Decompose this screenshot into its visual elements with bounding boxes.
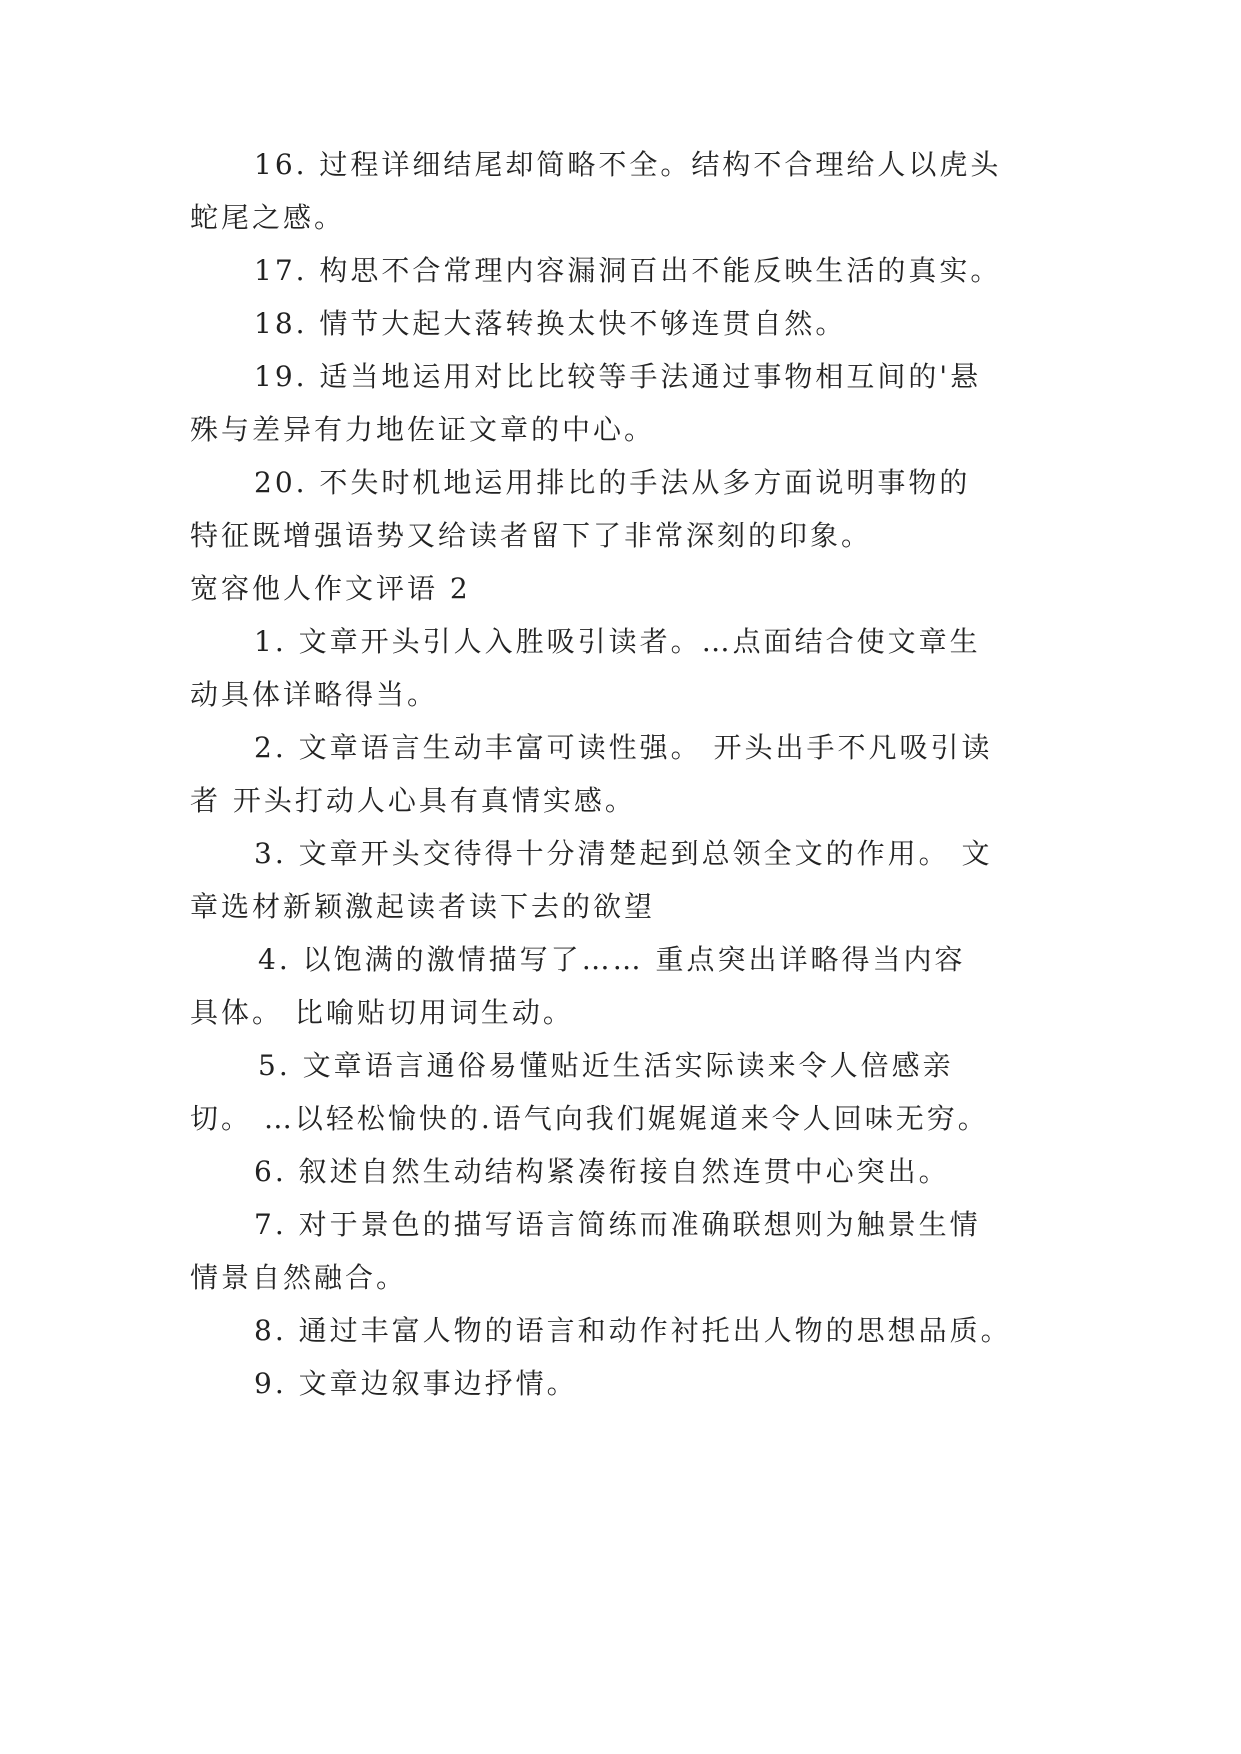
text-line: 者 开头打动人心具有真情实感。 — [190, 784, 636, 817]
text-line: 20. 不失时机地运用排比的手法从多方面说明事物的 — [254, 466, 971, 499]
text-line: 具体。 比喻贴切用词生动。 — [190, 996, 574, 1029]
text-line: 6. 叙述自然生动结构紧凑衔接自然连贯中心突出。 — [254, 1155, 950, 1188]
text-line: 蛇尾之感。 — [190, 201, 346, 234]
text-line: 章选材新颖激起读者读下去的欲望 — [190, 890, 656, 923]
text-line: 8. 通过丰富人物的语言和动作衬托出人物的思想品质。 — [254, 1314, 1012, 1347]
text-line: 情景自然融合。 — [190, 1261, 408, 1294]
text-line: 9. 文章边叙事边抒情。 — [254, 1367, 578, 1400]
text-line: 17. 构思不合常理内容漏洞百出不能反映生活的真实。 — [254, 254, 1002, 287]
text-line: 殊与差异有力地佐证文章的中心。 — [190, 413, 656, 446]
text-line: 18. 情节大起大落转换太快不够连贯自然。 — [254, 307, 847, 340]
text-line: 动具体详略得当。 — [190, 678, 439, 711]
text-line: 3. 文章开头交待得十分清楚起到总领全文的作用。 文 — [254, 837, 993, 870]
text-line: 5. 文章语言通俗易懂贴近生活实际读来令人倍感亲 — [258, 1049, 954, 1082]
text-line: 4. 以饱满的激情描写了…… 重点突出详略得当内容 — [258, 943, 966, 976]
text-line: 7. 对于景色的描写语言简练而准确联想则为触景生情 — [254, 1208, 981, 1241]
text-line: 2. 文章语言生动丰富可读性强。 开头出手不凡吸引读 — [254, 731, 993, 764]
text-line: 特征既增强语势又给读者留下了非常深刻的印象。 — [190, 519, 873, 552]
text-line: 16. 过程详细结尾却简略不全。结构不合理给人以虎头 — [254, 148, 1002, 181]
text-line: 切。 …以轻松愉快的.语气向我们娓娓道来令人回味无穷。 — [190, 1102, 989, 1135]
text-line: 1. 文章开头引人入胜吸引读者。…点面结合使文章生 — [254, 625, 981, 658]
section-heading: 宽容他人作文评语 2 — [190, 572, 471, 605]
text-line: 19. 适当地运用对比比较等手法通过事物相互间的'悬 — [254, 360, 982, 393]
